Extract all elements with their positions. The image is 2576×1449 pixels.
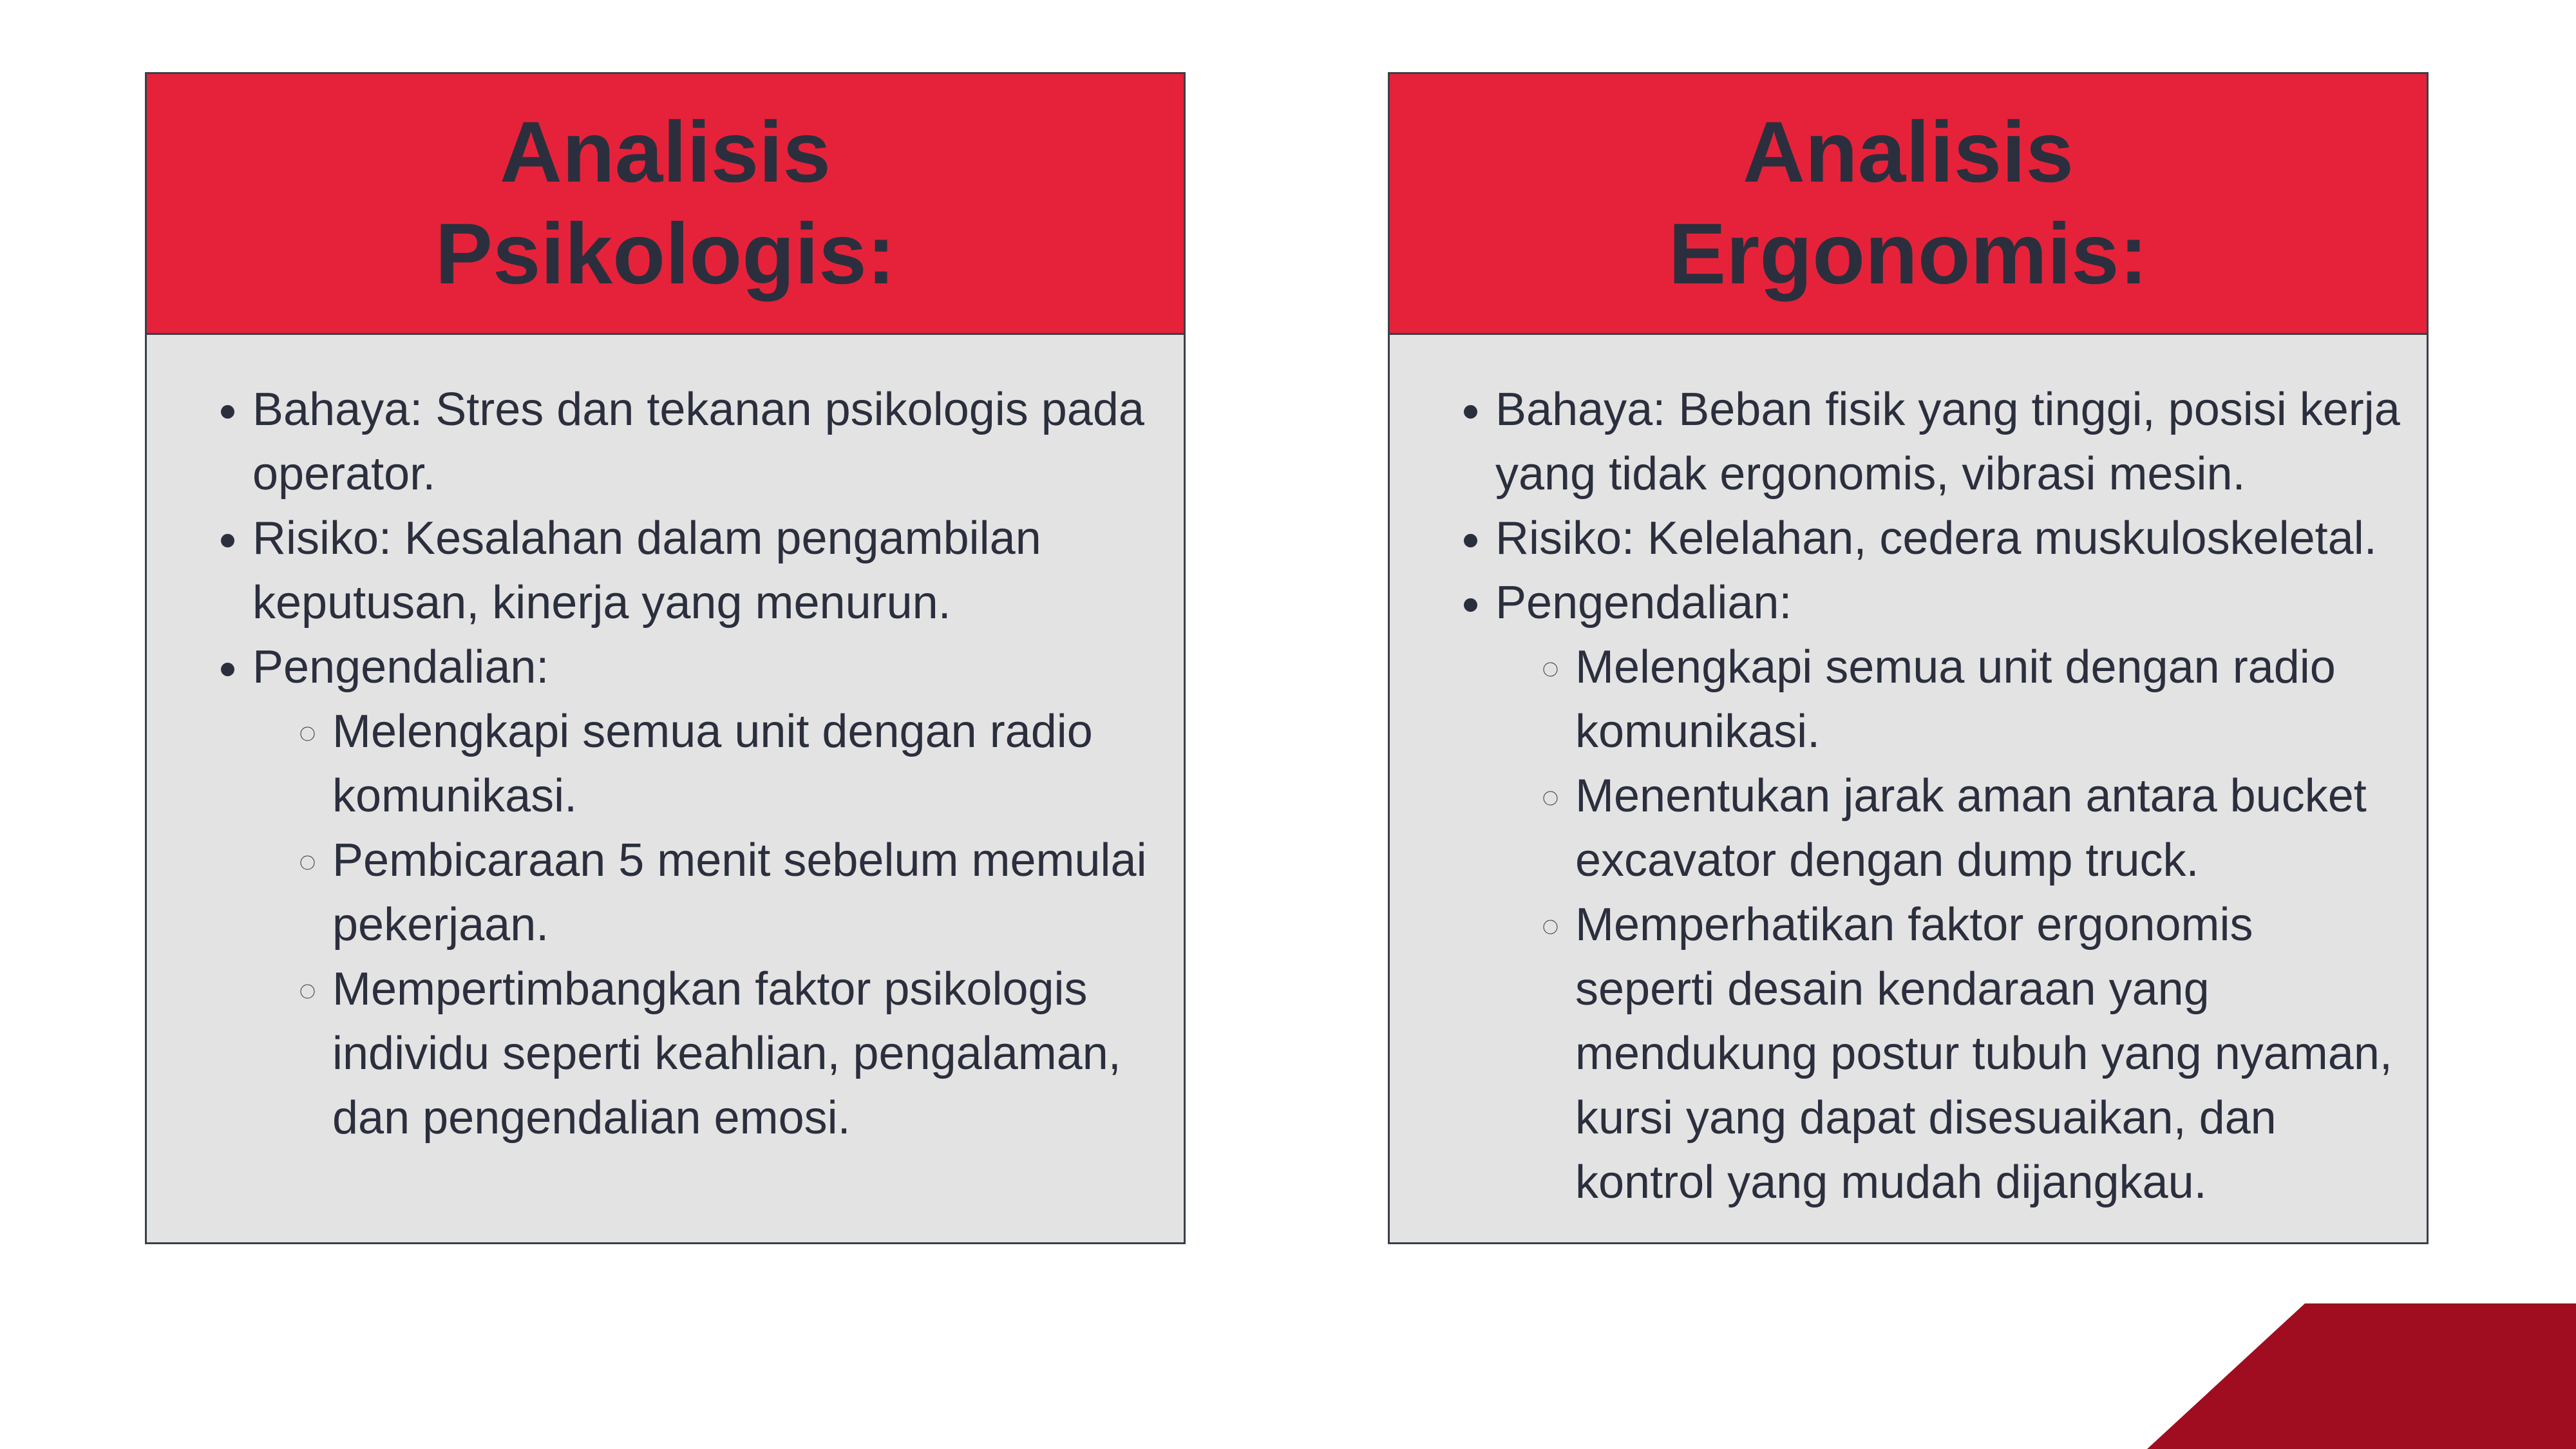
card-title: Analisis Psikologis: xyxy=(435,104,896,302)
sub-list-item: ◦ Melengkapi semua unit dengan radio komunikasi. xyxy=(1575,635,2401,764)
sub-list-item: ◦ Mempertimbangkan faktor psikologis individu seperti keahlian, pengalaman, dan pengendalian emosi. xyxy=(332,957,1158,1150)
control-sublist xyxy=(252,699,1158,1150)
control-label: Pengendalian: xyxy=(252,641,549,693)
list-item-risk: • Risiko: Kesalahan dalam pengambilan keputusan, kinerja yang menurun. xyxy=(252,506,1158,635)
sub-list-item: ◦ Melengkapi semua unit dengan radio komunikasi. xyxy=(332,699,1158,828)
list-item-control xyxy=(252,635,1158,1150)
control-sublist xyxy=(1495,635,2401,1215)
sub-list-item: ◦ Menentukan jarak aman antara bucket excavator dengan dump truck. xyxy=(1575,764,2401,893)
list-item-risk: • Risiko: Kelelahan, cedera muskuloskeletal. xyxy=(1495,506,2401,571)
bullet-list xyxy=(1390,377,2401,1215)
control-label: Pengendalian: xyxy=(1495,577,1792,629)
card-title: Analisis Ergonomis: xyxy=(1668,104,2148,302)
sub-list-item: ◦ Pembicaraan 5 menit sebelum memulai pekerjaan. xyxy=(332,828,1158,957)
list-item-hazard: • Bahaya: Stres dan tekanan psikologis pada operator. xyxy=(252,377,1158,506)
bullet-list xyxy=(147,377,1158,1150)
sub-list-item: ◦ Memperhatikan faktor ergonomis seperti desain kendaraan yang mendukung postur tubuh yang nyaman, kursi yang dapat disesuaikan, dan kontrol yang mudah dijangkau. xyxy=(1575,893,2401,1215)
list-item-hazard: • Bahaya: Beban fisik yang tinggi, posisi kerja yang tidak ergonomis, vibrasi mesin. xyxy=(1495,377,2401,506)
ergonomic-analysis-card xyxy=(1388,72,2429,1244)
card-header xyxy=(1390,74,2427,335)
psychological-analysis-card xyxy=(145,72,1186,1244)
card-body xyxy=(1390,335,2427,1215)
card-body xyxy=(147,335,1184,1150)
list-item-control xyxy=(1495,571,2401,1215)
card-header xyxy=(147,74,1184,335)
corner-decoration xyxy=(2147,1303,2576,1449)
